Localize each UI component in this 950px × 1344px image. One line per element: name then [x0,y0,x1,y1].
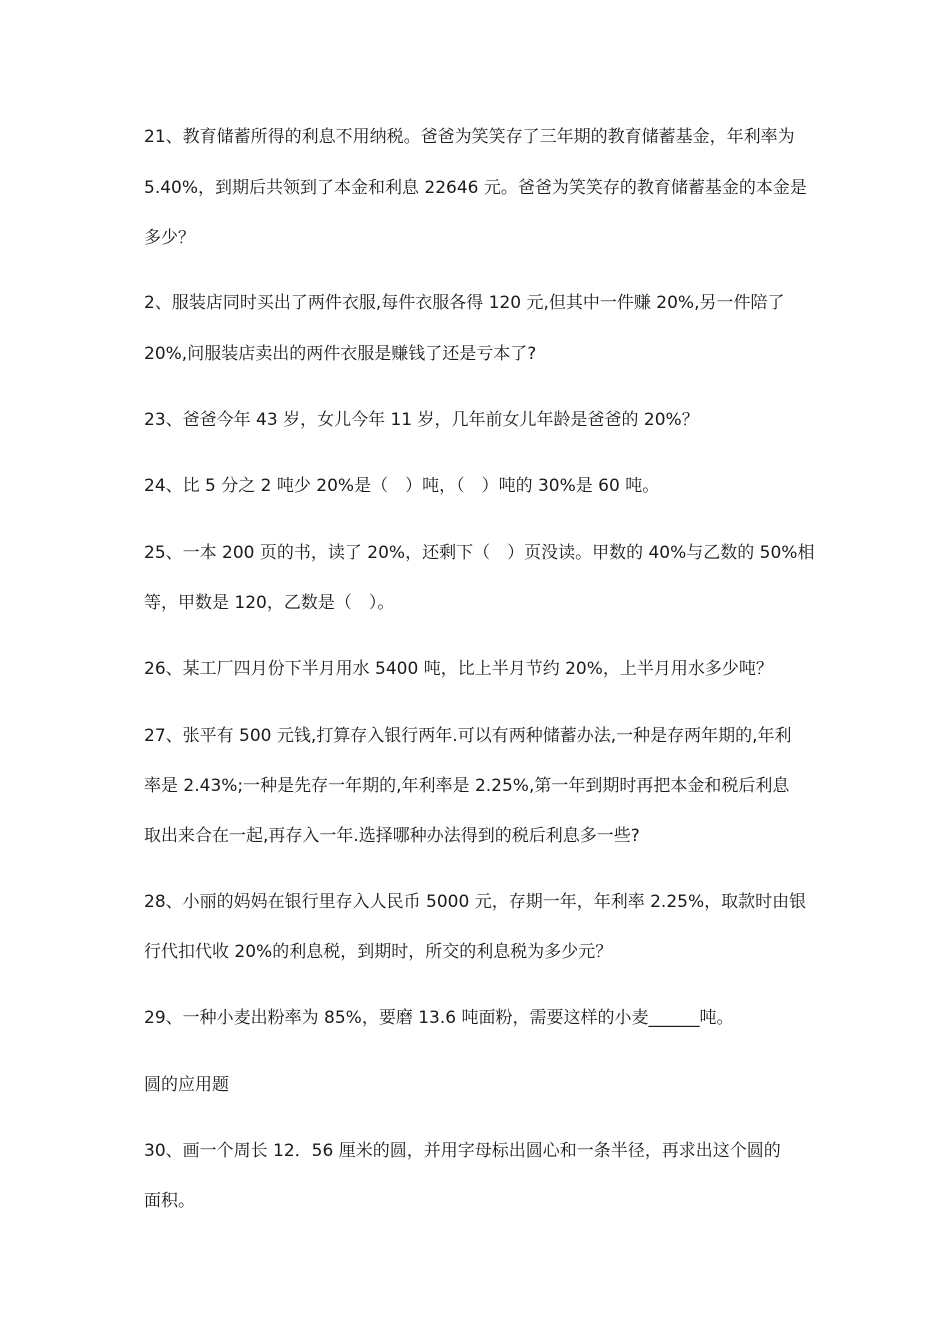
q30-line-1: 30、画一个周长 12．56 厘米的圆，并用字母标出圆心和一条半径，再求出这个圆的 [144,1141,781,1161]
q28-line-1: 28、小丽的妈妈在银行里存入人民币 5000 元，存期一年，年利率 2.25%，取款时由银 [144,892,807,912]
q23-line-1: 23、爸爸今年 43 岁，女儿今年 11 岁，几年前女儿年龄是爸爸的 20%？ [144,410,699,430]
q2-line-1: 2、服装店同时买出了两件衣服,每件衣服各得 120 元,但其中一件赚 20%,另一件陪了 [144,293,785,313]
q21-line-3: 多少？ [144,228,195,248]
q27-line-3: 取出来合在一起,再存入一年.选择哪种办法得到的税后利息多一些? [144,826,640,846]
section-heading: 圆的应用题 [144,1075,229,1095]
q25-line-2: 等，甲数是 120，乙数是（ ）。 [144,593,395,613]
q27-line-1: 27、张平有 500 元钱,打算存入银行两年.可以有两种储蓄办法,一种是存两年期的,年利 [144,726,792,746]
q25-line-1: 25、一本 200 页的书，读了 20%，还剩下（ ）页没读。甲数的 40%与乙数的 50%相 [144,543,815,563]
q2-line-2: 20%,问服装店卖出的两件衣服是赚钱了还是亏本了? [144,344,537,364]
q29-line-1: 29、一种小麦出粉率为 85%，要磨 13.6 吨面粉，需要这样的小麦______吨。 [144,1008,734,1028]
q30-line-2: 面积。 [144,1191,195,1211]
q28-line-2: 行代扣代收 20%的利息税，到期时，所交的利息税为多少元？ [144,942,613,962]
q27-line-2: 率是 2.43%;一种是先存一年期的,年利率是 2.25%,第一年到期时再把本金和税后利息 [144,776,790,796]
q24-line-1: 24、比 5 分之 2 吨少 20%是（ ）吨，（ ）吨的 30%是 60 吨。 [144,476,660,496]
q26-line-1: 26、某工厂四月份下半月用水 5400 吨，比上半月节约 20%，上半月用水多少吨？ [144,659,773,679]
q21-line-1: 21、教育储蓄所得的利息不用纳税。爸爸为笑笑存了三年期的教育储蓄基金，年利率为 [144,127,795,147]
q21-line-2: 5.40%，到期后共领到了本金和利息 22646 元。爸爸为笑笑存的教育储蓄基金的本金是 [144,178,807,198]
